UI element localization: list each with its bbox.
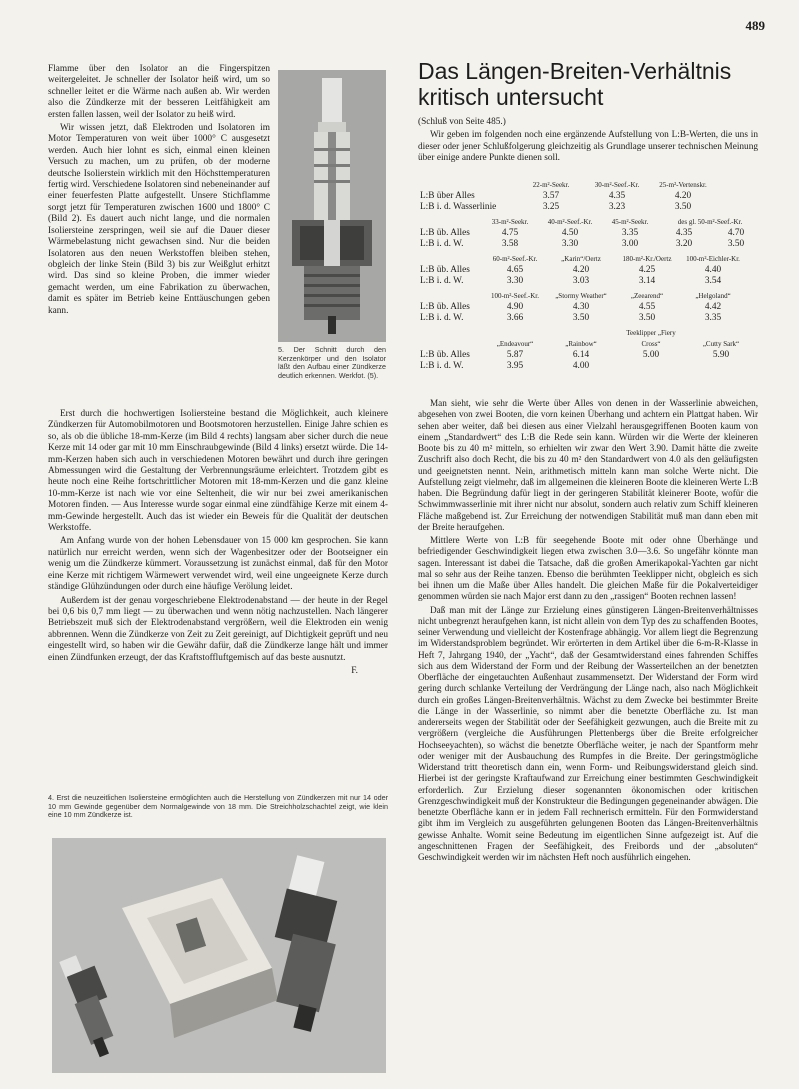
table-cell: 3.54 xyxy=(704,276,722,286)
table-cell: 4.20 xyxy=(572,265,590,275)
table-header: 40-m²-Seef.-Kr. xyxy=(547,218,593,226)
row-label: L:B üb. Alles xyxy=(420,302,470,312)
row-label: L:B üb. Alles xyxy=(420,228,470,238)
table-header: 100-m²-Eichler-Kr. xyxy=(686,255,740,263)
table-cell: 3.57 xyxy=(542,191,560,201)
table-cell: 5.90 xyxy=(712,350,730,360)
row-label: L:B i. d. Wasserlinie xyxy=(420,202,497,212)
table-cell: 3.58 xyxy=(501,239,519,249)
table-cell: 5.00 xyxy=(642,350,660,360)
caption-figure-5: 5. Der Schnitt durch den Kerzenkörper und den Isolator läßt den Aufbau einer Zündkerze deutlich erkennen. Werkfot. (5). xyxy=(278,345,386,380)
table-header: 60-m²-Seef.-Kr. xyxy=(492,255,538,263)
table-header: Teeklipper „Fiery Cross“ xyxy=(626,329,676,348)
paragraph: Am Anfang wurde von der hohen Lebensdauer von 15 000 km gesprochen. Sie kann natürlich nur erreicht werden, wenn sich der Wagenbesitzer oder der Bootseigner ein wenig um die Zündkerze kümmert. Voraussetzung ist zunächst einmal, daß für den Motor eine Kerze mit richtigem Wärmewert verwendet wird, weil eine ungeeignete Kerze durch ständige Glühzündungen oder durch eine häufige Verölung leidet. xyxy=(48,536,388,593)
table-cell: 4.40 xyxy=(704,265,722,275)
author-signature: F. xyxy=(351,665,358,676)
table-cell: 6.14 xyxy=(572,350,590,360)
table-cell: 5.87 xyxy=(506,350,524,360)
table-header: „Helgoland“ xyxy=(695,292,731,300)
table-cell: 4.20 xyxy=(674,191,692,201)
table-header: 180-m²-Kr./Oertz xyxy=(622,255,672,263)
table-cell: 4.50 xyxy=(561,228,579,238)
table-cell: 4.25 xyxy=(638,265,656,275)
table-cell: 3.95 xyxy=(506,361,524,371)
article-title: Das Längen-Breiten-Verhältnis kritisch untersucht xyxy=(418,58,732,110)
table-cell: 3.30 xyxy=(561,239,579,249)
table-cell: 3.50 xyxy=(638,313,656,323)
table-cell: 3.23 xyxy=(608,202,626,212)
row-label: L:B i. d. W. xyxy=(420,276,464,286)
table-header: 22-m²-Seekr. xyxy=(532,181,570,189)
spark-plugs-matchbox-photo xyxy=(52,838,386,1073)
table-cell: 4.42 xyxy=(704,302,722,312)
lb-table-4 xyxy=(418,291,746,324)
table-cell: 3.35 xyxy=(704,313,722,323)
table-cell: 4.35 xyxy=(608,191,626,201)
table-header: 25-m²-Vertenskr. xyxy=(659,181,707,189)
table-header: „Endeavour“ xyxy=(496,340,534,348)
table-cell: 4.35 xyxy=(675,228,693,238)
paragraph: Man sieht, wie sehr die Werte über Alles von denen in der Wasserlinie abweichen, abgesehen von zwei Booten, die vorn keinen Überhang und achtern ein Plattgat haben. Wir sehen aber weiter, daß bei diesen aus einer Vielzahl herausgegriffenen Booten kaum von einem „Standardwert“ des L:B die Rede sein kann. Würden wir die Werte der kleineren Boote bis zu 40 m² mitteln, so erhielten wir zwar den Wert 3.90. Damit hätte die zweite Zuschrift also doch Recht, die bis zu 40 m² den Standardwert von 4.0 als den geläufigsten und geeignetsten nennt. Nein, arithmetisch mitteln kann man solche Werte nicht. Die Aufstellung zeigt vielmehr, daß im allgemeinen die kleineren Boote die kleineren Werte L:B haben. Die Begründung dafür liegt in der geringeren Stabilität kleinerer Boote, wofür die Schwimmwasserlinie mit ihrer nicht nur absolut, sondern auch relativ zum Schiff kleineren Fläche maßgebend ist. Zur Erreichung der notwendigen Stabilität muß man dann eben mit der Breite heraufgehen. xyxy=(418,398,758,532)
table-cell: 3.50 xyxy=(674,202,692,212)
lb-table-2 xyxy=(418,217,762,250)
table-cell: 4.75 xyxy=(501,228,519,238)
lb-tables xyxy=(418,180,766,372)
table-header: 33-m²-Seekr. xyxy=(491,218,529,226)
row-label: L:B üb. Alles xyxy=(420,265,470,275)
continuation-note: (Schluß von Seite 485.) xyxy=(418,117,506,127)
table-header: 45-m²-Seekr. xyxy=(611,218,649,226)
table-header: „Stormy Weather“ xyxy=(555,292,607,300)
caption-figure-4: 4. Erst die neuzeitlichen Isoliersteine ermöglichten auch die Herstellung von Zündkerzen mit nur 14 oder 10 mm Gewinde gegenüber dem Normalgewinde von 18 mm. Die Streichholzschachtel zeigt, wie klein eine 10 mm Zündkerze ist. xyxy=(48,793,388,820)
table-cell: 3.66 xyxy=(506,313,524,323)
paragraph: Wir geben im folgenden noch eine ergänzende Aufstellung von L:B-Werten, die uns in dieser oder jener Schlußfolgerung gleichzeitig als Grundlage unserer technischen Meinung über einige andere Punkte dienen soll. xyxy=(418,130,758,164)
table-cell: 4.00 xyxy=(572,361,590,371)
row-label: L:B i. d. W. xyxy=(420,239,464,249)
article-header xyxy=(418,58,768,110)
table-cell: 4.90 xyxy=(506,302,524,312)
right-column-body xyxy=(418,398,758,865)
table-header: „Cutty Sark“ xyxy=(702,340,740,348)
left-column-bottom xyxy=(48,409,388,679)
table-cell: 4.30 xyxy=(572,302,590,312)
table-cell: 4.65 xyxy=(506,265,524,275)
table-cell: 3.35 xyxy=(621,228,639,238)
table-cell: 3.50 xyxy=(727,239,745,249)
row-label: L:B i. d. W. xyxy=(420,313,464,323)
row-label: L:B üb. Alles xyxy=(420,350,470,360)
table-cell: 3.25 xyxy=(542,202,560,212)
table-header: „Zeearend“ xyxy=(630,292,664,300)
row-label: L:B über Alles xyxy=(420,191,475,201)
paragraph: Wir wissen jetzt, daß Elektroden und Isolatoren im Motor Temperaturen von weit über 1000° C ausgesetzt werden. Auch hier lohnt es sich, einmal einen kleinen Versuch zu machen, um zu prüfen, ob der moderne deutsche Isolierstein wirklich mit den Höchsttemperaturen fertig wird. Verschiedene Isolatoren sind nebeneinander auf einer feuerfesten Platte aufgestellt. Unsere Stichflamme sorgt jetzt für Temperaturen zwischen 1600 und 1800° C (Bild 2). Es dauert auch nicht lange, und die normalen Isoliersteine zerspringen, weil sie auf die Dauer dieser Wärmebelastung nicht gewachsen sind. Nur die beiden Isolatoren aus den neuen Werkstoffen bleiben stehen, obgleich der linke Stein (Bild 3) bis zur Weißglut erhitzt wird. Das sind so kleine Proben, die immer wieder gemacht werden, um eine Fabrikation zu überwachen, damit es später im Betrieb keine Enttäuschungen geben kann. xyxy=(48,123,270,316)
table-cell: 3.50 xyxy=(572,313,590,323)
right-intro xyxy=(418,117,758,167)
table-header: „Karin“/Oertz xyxy=(561,255,601,263)
table-cell: 3.20 xyxy=(675,239,693,249)
spark-plug-section-photo xyxy=(278,70,386,342)
paragraph: Flamme über den Isolator an die Fingerspitzen weitergeleitet. Je schneller der Isolator heiß wird, um so schneller leitet er die Wärme nach außen ab. Wir werden also die Zündkerze mit der besseren Leitfähigkeit am ersten fallen lassen, weil der Isolator zu heiß wird. xyxy=(48,64,270,120)
table-header: 100-m²-Seef.-Kr. xyxy=(491,292,539,300)
paragraph: Erst durch die hochwertigen Isoliersteine bestand die Möglichkeit, auch kleinere Zündkerzen für Automobilmotoren und Bootsmotoren herzustellen. Einige Jahre schien es so, als ob die übliche 18-mm-Kerze (im Bild 4 rechts) langsam aber sicher durch die neue Kerze mit 14 oder gar mit 10 mm Einschraubgewinde (Bild 4 links) ersetzt würde. Die 14-mm-Kerzen haben sich auch in verschiedenen Motoren bewährt und durch ihre geringen Abmessungen wird die Gestaltung der Verbrennungsräume erleichtert. Trotzdem gibt es heute noch eine Reihe fortschrittlicher Motoren mit 18-mm-Kerzen und die ganz kleine 10-mm-Kerze ist nach wie vor eine Seltenheit, die wir nur bei zwei amerikanischen Motoren finden. — Aus Interesse wurde sogar einmal eine zündfähige Kerze mit einem 4-mm-Gewinde hergestellt. Auch das ist wieder ein Beweis für die Qualität der deutschen Werkstoffe. xyxy=(48,409,388,534)
table-cell: 4.70 xyxy=(727,228,745,238)
table-header: des gl. 50-m²-Seef.-Kr. xyxy=(677,218,743,226)
table-cell xyxy=(614,361,688,372)
left-column-top xyxy=(48,64,270,319)
page-number: 489 xyxy=(745,18,765,33)
table-header: „Rainbow“ xyxy=(565,340,597,348)
table-cell: 3.00 xyxy=(621,239,639,249)
table-cell: 3.03 xyxy=(572,276,590,286)
table-cell: 3.14 xyxy=(638,276,656,286)
table-cell: 4.55 xyxy=(638,302,656,312)
lb-table-5 xyxy=(418,328,754,372)
table-cell xyxy=(688,361,754,372)
paragraph: Mittlere Werte von L:B für seegehende Boote mit oder ohne Überhänge und befriedigender Geschwindigkeit liegen etwa zwischen 3.0—3.6. So ungefähr könnte man sagen. Interessant ist dabei die Tatsache, daß die großen Amerikapokal-Yachten gar nicht mal so sehr aus der Reihe tanzen. Ebenso die berühmten Teeklipper nicht, obgleich es sich bei ihnen um die Maße über Alles handelt. Die gleichen Maße für die Pokalverteidiger genommen würden sie nach Major erst dann zu den „rassigen“ Booten rechnen lassen! xyxy=(418,535,758,602)
paragraph: Außerdem ist der genau vorgeschriebene Elektrodenabstand — der heute in der Regel bei 0,6 bis 0,7 mm liegt — zu überwachen und wenn nötig nachzustellen. Nach längerer Betriebszeit muß sich der Elektrodenabstand vergrößern, weil die Elektroden ein wenig abbrennen. Wenn die Zündkerze von Zeit zu Zeit gereinigt, auf Dichtigkeit geprüft und neu eingestellt wird, so haben wir die Gewähr dafür, daß die Zündkerze lange hält und immer einen Zündfunken erzeugt, der das Kraftstoffluftgemisch auf das beste ausnutzt. xyxy=(48,595,388,663)
table-header: 30-m²-Seef.-Kr. xyxy=(594,181,640,189)
paragraph: Daß man mit der Länge zur Erzielung eines günstigeren Längen-Breitenverhältnisses nicht unbegrenzt heraufgehen kann, ist nicht allein von dem Typ des zu schaffenden Bootes, seiner Verwendung und vielleicht der Kostenfrage abhängig. Vor allem liegt die Begrenzung im Widerstandsproblem begründet. Wir erörterten in dem Artikel über die 6-m-R-Klasse in Heft 7, Jahrgang 1940, der „Yacht“, daß der Gesamtwiderstand eines fahrenden Schiffes sich aus dem Widerstand der Form und der Reibung der Wasserteilchen an der benetzten Oberfläche der eingetauchten Außenhaut zusammensetzt. Der Widerstand der Form wird gering durch schlanke Verteilung der Verdrängung der Länge nach, also nach Möglichkeit durch ein großes Längen-Breitenverhältnis. Wächst zu dem Zwecke bei bestimmter Breite die Länge in der Wasserlinie, so nimmt aber die benetzte Oberfläche zu. Ist man andererseits wegen der Stabilität oder der Seefähigkeit gezwungen, auch die Breite mit zu vergrößern (vergleiche die Ausführungen Plettenbergs über die Breite erfolgreicher Hochseeyachten), so wächst die benetzte Oberfläche weiter, je nach der Spantform mehr oder weniger mit der Ausbauchung des Rumpfes in die Breite. Der geringstmögliche Widerstand tritt theoretisch dann ein, wenn Form- und Reibungswiderstand gleich sind. Hierbei ist der geringste Kraftaufwand zur Erreichung einer bestimmten Geschwindigkeit erforderlich. Zur Erzielung dieser sogenannten ökonomischen oder kritischen Grenzgeschwindigkeit muß der Konstrukteur die Bedingungen gegeneinander abwägen. Die benetzte Oberfläche kann er in jedem Fall rechnerisch ermitteln. Für den Formwiderstand gibt ihm im Vergleich zu ausgeführten gelungenen Booten das Längen-Breitenverhältnis gewisse Anhalte. Womit seine Bedeutung im eigentlichen Sinne aufgezeigt ist. Auf die angeschnittenen Fragen der Seefähigkeit, des Freibords und der „absoluten“ Geschwindigkeit werden wir im nächsten Heft noch ausführlich eingehen. xyxy=(418,604,758,862)
row-label: L:B i. d. W. xyxy=(420,361,464,371)
lb-table-3 xyxy=(418,254,746,287)
lb-table-1 xyxy=(418,180,716,213)
table-cell: 3.30 xyxy=(506,276,524,286)
